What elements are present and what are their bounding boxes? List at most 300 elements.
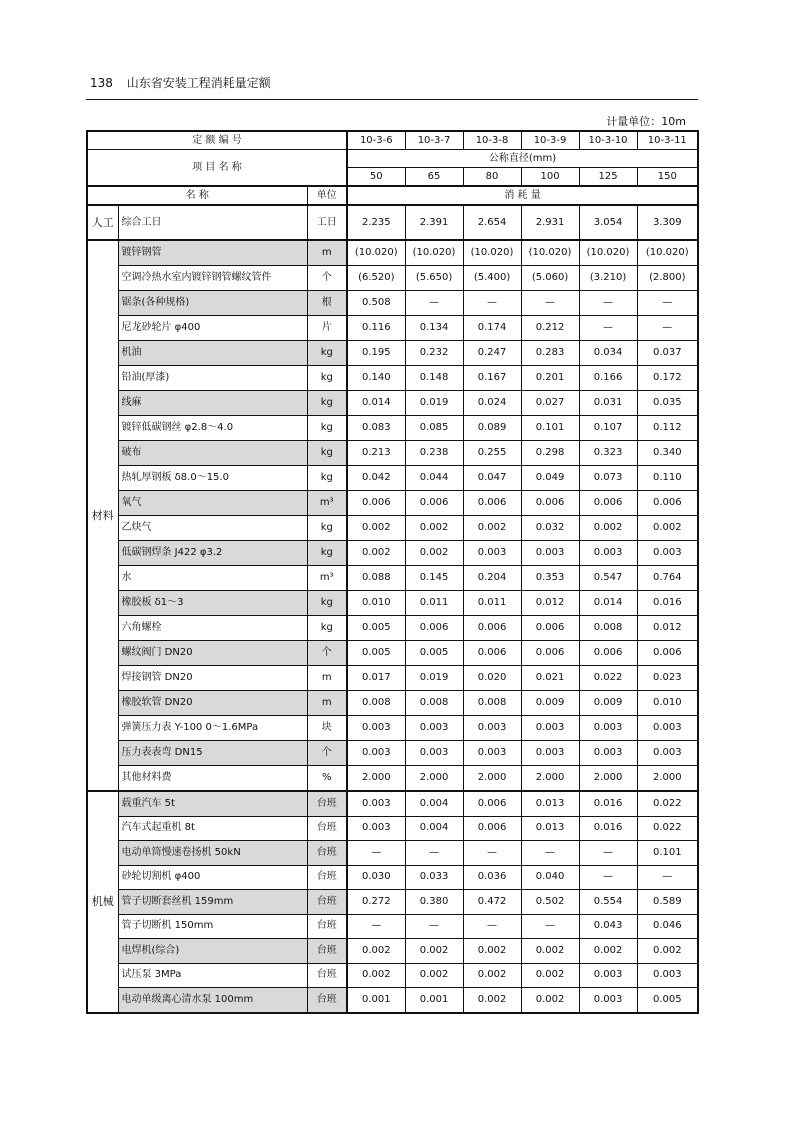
value-cell: (2.800) (637, 266, 698, 291)
value-cell: 0.006 (579, 641, 637, 666)
value-cell: — (521, 914, 579, 939)
quota-code: 10-3-8 (463, 131, 521, 150)
consumption-label: 消 耗 量 (347, 186, 698, 205)
value-cell: 0.036 (463, 865, 521, 890)
value-cell: 2.000 (405, 766, 463, 792)
value-cell: 0.003 (521, 741, 579, 766)
value-cell: 0.011 (405, 591, 463, 616)
value-cell: 0.006 (637, 491, 698, 516)
table-row (87, 516, 698, 541)
value-cell: 0.298 (521, 441, 579, 466)
quota-no-label: 定 额 编 号 (87, 131, 347, 150)
item-unit: kg (307, 416, 347, 441)
name-column-label: 名 称 (87, 186, 307, 205)
value-cell: 0.005 (637, 988, 698, 1013)
value-cell: 0.554 (579, 890, 637, 915)
value-cell: 0.006 (405, 491, 463, 516)
value-cell: 0.030 (347, 865, 405, 890)
value-cell: 0.031 (579, 391, 637, 416)
item-unit: kg (307, 341, 347, 366)
value-cell: (5.060) (521, 266, 579, 291)
value-cell: 0.145 (405, 566, 463, 591)
value-cell: 0.085 (405, 416, 463, 441)
value-cell: 0.002 (405, 516, 463, 541)
item-name: 其他材料费 (118, 766, 307, 792)
value-cell: 0.002 (463, 516, 521, 541)
value-cell: 0.016 (579, 791, 637, 816)
item-unit: m (307, 691, 347, 716)
value-cell: 0.110 (637, 466, 698, 491)
item-unit: 片 (307, 316, 347, 341)
table-row (87, 466, 698, 491)
value-cell: 0.272 (347, 890, 405, 915)
value-cell: 3.309 (637, 205, 698, 240)
item-name: 空调冷热水室内镀锌钢管螺纹管件 (118, 266, 307, 291)
table-row (87, 291, 698, 316)
column-header-row (87, 186, 698, 205)
item-name: 乙炔气 (118, 516, 307, 541)
value-cell: 0.010 (347, 591, 405, 616)
table-row (87, 841, 698, 866)
diameter-value: 125 (579, 168, 637, 187)
item-name: 弹簧压力表 Y-100 0～1.6MPa (118, 716, 307, 741)
value-cell: 0.003 (637, 541, 698, 566)
item-unit: 台班 (307, 988, 347, 1013)
item-name: 管子切断机 150mm (118, 914, 307, 939)
value-cell: 0.002 (463, 988, 521, 1013)
value-cell: 0.003 (579, 988, 637, 1013)
value-cell: 0.032 (521, 516, 579, 541)
value-cell: 0.027 (521, 391, 579, 416)
value-cell: 0.201 (521, 366, 579, 391)
labor-category: 人工 (87, 205, 118, 240)
value-cell: 0.008 (347, 691, 405, 716)
value-cell: 0.002 (637, 939, 698, 964)
table-row (87, 366, 698, 391)
item-unit: 台班 (307, 914, 347, 939)
value-cell: 0.002 (405, 963, 463, 988)
value-cell: 2.000 (579, 766, 637, 792)
value-cell: 2.000 (347, 766, 405, 792)
value-cell: 0.003 (521, 541, 579, 566)
value-cell: 0.001 (405, 988, 463, 1013)
value-cell: 0.003 (347, 816, 405, 841)
diameter-label-row (87, 150, 698, 168)
value-cell: 0.213 (347, 441, 405, 466)
table-row (87, 691, 698, 716)
value-cell: 0.002 (405, 939, 463, 964)
value-cell: 0.044 (405, 466, 463, 491)
table-row (87, 566, 698, 591)
item-unit: 工日 (307, 205, 347, 240)
value-cell: 0.006 (347, 491, 405, 516)
item-unit: 个 (307, 641, 347, 666)
diameter-value: 80 (463, 168, 521, 187)
value-cell: 0.002 (579, 939, 637, 964)
table-row (87, 205, 698, 240)
table-row (87, 491, 698, 516)
value-cell: 0.005 (347, 616, 405, 641)
value-cell: 0.005 (347, 641, 405, 666)
value-cell: 0.247 (463, 341, 521, 366)
value-cell: 0.033 (405, 865, 463, 890)
item-name: 六角螺栓 (118, 616, 307, 641)
item-name: 压力表表弯 DN15 (118, 741, 307, 766)
value-cell: 0.089 (463, 416, 521, 441)
item-unit: kg (307, 391, 347, 416)
value-cell: 0.037 (637, 341, 698, 366)
value-cell: (6.520) (347, 266, 405, 291)
value-cell: 2.235 (347, 205, 405, 240)
item-unit: kg (307, 366, 347, 391)
value-cell: 0.112 (637, 416, 698, 441)
quota-code: 10-3-6 (347, 131, 405, 150)
item-unit: m (307, 666, 347, 691)
header-rule (86, 99, 698, 100)
item-unit: % (307, 766, 347, 792)
item-name: 汽车式起重机 8t (118, 816, 307, 841)
table-row (87, 865, 698, 890)
table-row (87, 391, 698, 416)
value-cell: 0.101 (521, 416, 579, 441)
value-cell: 0.005 (405, 641, 463, 666)
item-unit: 台班 (307, 939, 347, 964)
diameter-value: 50 (347, 168, 405, 187)
item-name: 电动单级离心清水泵 100mm (118, 988, 307, 1013)
value-cell: 0.323 (579, 441, 637, 466)
value-cell: 0.134 (405, 316, 463, 341)
value-cell: 0.019 (405, 391, 463, 416)
value-cell: 3.054 (579, 205, 637, 240)
diameter-label: 公称直径(mm) (347, 150, 698, 168)
value-cell: 0.042 (347, 466, 405, 491)
value-cell: 0.040 (521, 865, 579, 890)
item-name: 综合工日 (118, 205, 307, 240)
value-cell: (10.020) (405, 240, 463, 266)
diameter-value: 100 (521, 168, 579, 187)
item-name: 橡胶板 δ1～3 (118, 591, 307, 616)
item-unit: kg (307, 466, 347, 491)
value-cell: 0.003 (637, 963, 698, 988)
value-cell: 0.172 (637, 366, 698, 391)
quota-code: 10-3-7 (405, 131, 463, 150)
value-cell: 0.011 (463, 591, 521, 616)
value-cell: 0.107 (579, 416, 637, 441)
value-cell: 0.019 (405, 666, 463, 691)
value-cell: 0.008 (463, 691, 521, 716)
quota-code-row (87, 131, 698, 150)
value-cell: 0.508 (347, 291, 405, 316)
value-cell: 0.083 (347, 416, 405, 441)
value-cell: 0.008 (579, 616, 637, 641)
value-cell: 0.212 (521, 316, 579, 341)
value-cell: 0.003 (521, 716, 579, 741)
value-cell: 0.002 (347, 541, 405, 566)
value-cell: 0.006 (405, 616, 463, 641)
table-row (87, 988, 698, 1013)
value-cell: 0.016 (579, 816, 637, 841)
value-cell: 0.167 (463, 366, 521, 391)
item-unit: m³ (307, 566, 347, 591)
value-cell: 2.000 (637, 766, 698, 792)
value-cell: 0.014 (579, 591, 637, 616)
value-cell: 0.003 (463, 541, 521, 566)
value-cell: 0.003 (463, 741, 521, 766)
value-cell: — (405, 914, 463, 939)
item-name: 氧气 (118, 491, 307, 516)
value-cell: 0.016 (637, 591, 698, 616)
value-cell: 0.002 (405, 541, 463, 566)
item-name: 水 (118, 566, 307, 591)
value-cell: 2.000 (463, 766, 521, 792)
table-row (87, 416, 698, 441)
value-cell: 0.012 (521, 591, 579, 616)
value-cell: 0.003 (347, 716, 405, 741)
item-name: 破布 (118, 441, 307, 466)
value-cell: 0.073 (579, 466, 637, 491)
value-cell: — (637, 316, 698, 341)
value-cell: 0.003 (405, 716, 463, 741)
value-cell: (5.400) (463, 266, 521, 291)
table-row (87, 716, 698, 741)
item-name: 管子切断套丝机 159mm (118, 890, 307, 915)
item-unit: m³ (307, 491, 347, 516)
value-cell: 0.003 (579, 741, 637, 766)
value-cell: 0.204 (463, 566, 521, 591)
table-row (87, 616, 698, 641)
value-cell: 0.195 (347, 341, 405, 366)
value-cell: 0.283 (521, 341, 579, 366)
value-cell: 0.002 (347, 939, 405, 964)
item-name: 热轧厚钢板 δ8.0～15.0 (118, 466, 307, 491)
value-cell: 0.003 (637, 716, 698, 741)
item-name: 试压泵 3MPa (118, 963, 307, 988)
item-unit: 块 (307, 716, 347, 741)
value-cell: 0.003 (405, 741, 463, 766)
value-cell: 0.002 (463, 939, 521, 964)
value-cell: — (347, 914, 405, 939)
table-row (87, 816, 698, 841)
value-cell: 0.006 (521, 616, 579, 641)
item-name: 低碳钢焊条 J422 φ3.2 (118, 541, 307, 566)
value-cell: 0.022 (637, 791, 698, 816)
item-name: 焊接钢管 DN20 (118, 666, 307, 691)
item-unit: 根 (307, 291, 347, 316)
value-cell: 0.022 (579, 666, 637, 691)
item-name: 砂轮切割机 φ400 (118, 865, 307, 890)
table-row (87, 641, 698, 666)
value-cell: 0.021 (521, 666, 579, 691)
value-cell: 0.502 (521, 890, 579, 915)
value-cell: 0.002 (347, 516, 405, 541)
value-cell: — (463, 841, 521, 866)
value-cell: — (405, 291, 463, 316)
value-cell: 0.024 (463, 391, 521, 416)
value-cell: 0.008 (405, 691, 463, 716)
value-cell: 0.023 (637, 666, 698, 691)
item-name: 铅油(厚漆) (118, 366, 307, 391)
value-cell: — (637, 291, 698, 316)
value-cell: 0.009 (521, 691, 579, 716)
table-row (87, 316, 698, 341)
item-name: 螺纹阀门 DN20 (118, 641, 307, 666)
value-cell: 0.340 (637, 441, 698, 466)
value-cell: 2.391 (405, 205, 463, 240)
quota-table-body (87, 131, 698, 1013)
item-unit: 台班 (307, 816, 347, 841)
table-row (87, 441, 698, 466)
value-cell: 0.140 (347, 366, 405, 391)
value-cell: 0.043 (579, 914, 637, 939)
value-cell: 0.589 (637, 890, 698, 915)
unit-note: 计量单位：10m (606, 115, 686, 128)
value-cell: 0.006 (463, 816, 521, 841)
value-cell: (3.210) (579, 266, 637, 291)
table-row (87, 939, 698, 964)
value-cell: 2.654 (463, 205, 521, 240)
item-unit: kg (307, 616, 347, 641)
quota-code: 10-3-10 (579, 131, 637, 150)
value-cell: 0.472 (463, 890, 521, 915)
table-row (87, 591, 698, 616)
value-cell: 0.003 (637, 741, 698, 766)
value-cell: — (463, 914, 521, 939)
value-cell: 0.004 (405, 816, 463, 841)
item-unit: 个 (307, 266, 347, 291)
value-cell: — (579, 291, 637, 316)
value-cell: 0.017 (347, 666, 405, 691)
value-cell: 0.014 (347, 391, 405, 416)
value-cell: — (579, 865, 637, 890)
item-unit: kg (307, 541, 347, 566)
value-cell: 0.002 (637, 516, 698, 541)
value-cell: (10.020) (637, 240, 698, 266)
item-unit: kg (307, 591, 347, 616)
value-cell: 0.022 (637, 816, 698, 841)
value-cell: 0.166 (579, 366, 637, 391)
value-cell: 0.006 (463, 491, 521, 516)
item-unit: 台班 (307, 890, 347, 915)
table-row (87, 341, 698, 366)
value-cell: 0.238 (405, 441, 463, 466)
item-name: 镀锌钢管 (118, 240, 307, 266)
value-cell: 0.116 (347, 316, 405, 341)
table-row (87, 963, 698, 988)
page-title: 山东省安装工程消耗量定额 (126, 76, 271, 90)
value-cell: 0.047 (463, 466, 521, 491)
value-cell: 0.049 (521, 466, 579, 491)
table-row (87, 741, 698, 766)
value-cell: 0.003 (579, 716, 637, 741)
value-cell: (10.020) (347, 240, 405, 266)
value-cell: 0.380 (405, 890, 463, 915)
value-cell: — (579, 841, 637, 866)
table-row (87, 266, 698, 291)
item-name: 线麻 (118, 391, 307, 416)
value-cell: 0.006 (637, 641, 698, 666)
value-cell: 0.255 (463, 441, 521, 466)
value-cell: — (521, 841, 579, 866)
value-cell: 0.764 (637, 566, 698, 591)
value-cell: 0.002 (579, 516, 637, 541)
table-row (87, 791, 698, 816)
diameter-value: 150 (637, 168, 698, 187)
value-cell: 0.002 (521, 939, 579, 964)
value-cell: 0.002 (463, 963, 521, 988)
item-unit: 台班 (307, 841, 347, 866)
value-cell: (10.020) (463, 240, 521, 266)
value-cell: 0.006 (579, 491, 637, 516)
quota-table (86, 130, 699, 1014)
quota-code: 10-3-9 (521, 131, 579, 150)
item-unit: kg (307, 516, 347, 541)
value-cell: 0.006 (463, 616, 521, 641)
value-cell: 0.003 (579, 541, 637, 566)
value-cell: 0.232 (405, 341, 463, 366)
item-name: 电焊机(综合) (118, 939, 307, 964)
value-cell: 0.013 (521, 791, 579, 816)
value-cell: 0.148 (405, 366, 463, 391)
value-cell: 0.002 (347, 963, 405, 988)
value-cell: 0.009 (579, 691, 637, 716)
value-cell: — (463, 291, 521, 316)
item-name: 机油 (118, 341, 307, 366)
value-cell: (10.020) (521, 240, 579, 266)
item-name-label: 项 目 名 称 (87, 150, 347, 187)
value-cell: 0.006 (521, 641, 579, 666)
item-unit: 台班 (307, 963, 347, 988)
item-name: 载重汽车 5t (118, 791, 307, 816)
value-cell: 0.012 (637, 616, 698, 641)
item-unit: m (307, 240, 347, 266)
unit-column-label: 单位 (307, 186, 347, 205)
value-cell: (5.650) (405, 266, 463, 291)
value-cell: 0.003 (347, 741, 405, 766)
quota-code: 10-3-11 (637, 131, 698, 150)
item-name: 电动单筒慢速卷扬机 50kN (118, 841, 307, 866)
value-cell: 0.547 (579, 566, 637, 591)
materials-category: 材料 (87, 240, 118, 791)
value-cell: — (347, 841, 405, 866)
value-cell: 0.003 (347, 791, 405, 816)
item-unit: 个 (307, 741, 347, 766)
item-name: 锯条(各种规格) (118, 291, 307, 316)
item-name: 尼龙砂轮片 φ400 (118, 316, 307, 341)
table-row (87, 766, 698, 792)
value-cell: 0.034 (579, 341, 637, 366)
value-cell: 2.000 (521, 766, 579, 792)
table-row (87, 890, 698, 915)
value-cell: 0.006 (463, 791, 521, 816)
item-name: 镀锌低碳钢丝 φ2.8～4.0 (118, 416, 307, 441)
value-cell: 0.003 (463, 716, 521, 741)
item-name: 橡胶软管 DN20 (118, 691, 307, 716)
diameter-value: 65 (405, 168, 463, 187)
value-cell: 0.002 (521, 963, 579, 988)
value-cell: — (521, 291, 579, 316)
value-cell: 0.006 (521, 491, 579, 516)
table-row (87, 914, 698, 939)
value-cell: 0.001 (347, 988, 405, 1013)
value-cell: (10.020) (579, 240, 637, 266)
value-cell: 0.020 (463, 666, 521, 691)
item-unit: 台班 (307, 865, 347, 890)
table-row (87, 240, 698, 266)
value-cell: 0.353 (521, 566, 579, 591)
value-cell: 0.004 (405, 791, 463, 816)
value-cell: 0.088 (347, 566, 405, 591)
value-cell: — (579, 316, 637, 341)
